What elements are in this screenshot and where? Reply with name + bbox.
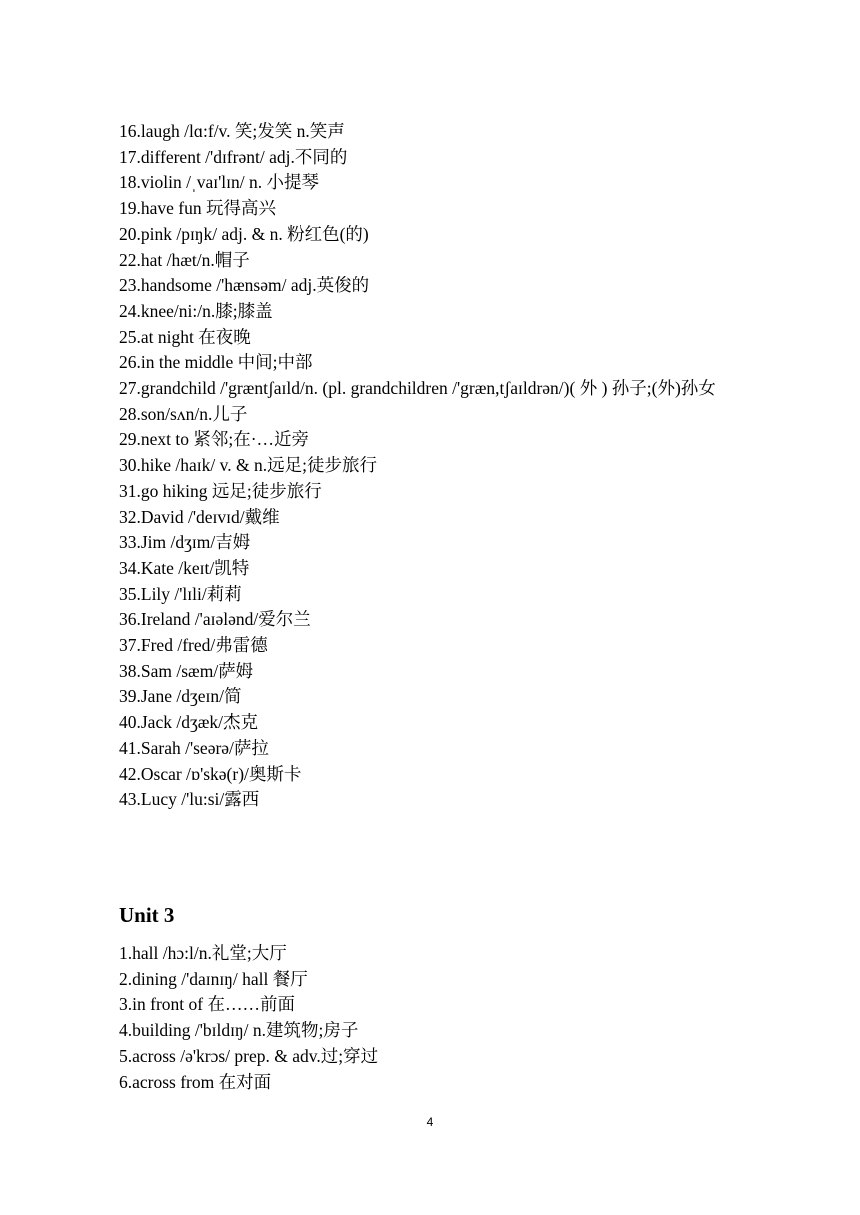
vocab-entry: 2.dining /'daɪnɪŋ/ hall 餐厅 xyxy=(119,968,308,989)
vocab-entry: 32.David /'deɪvɪd/戴维 xyxy=(119,506,280,527)
vocabulary-list-unit-3 xyxy=(119,941,734,1095)
unit-heading: Unit 3 xyxy=(119,903,175,927)
vocab-entry: 18.violin /ˌvaɪ'lɪn/ n. 小提琴 xyxy=(119,172,320,193)
vocab-entry: 22.hat /hæt/n.帽子 xyxy=(119,249,250,270)
vocab-entry: 16.laugh /lɑ:f/v. 笑;发笑 n.笑声 xyxy=(119,121,345,141)
vocab-entry: 31.go hiking 远足;徒步旅行 xyxy=(119,480,322,501)
vocab-entry: 35.Lily /'lɪli/莉莉 xyxy=(119,583,242,604)
vocab-entry: 5.across /ə'krɔs/ prep. & adv.过;穿过 xyxy=(119,1045,379,1066)
vocabulary-list-continued xyxy=(119,119,734,813)
page-number: 4 xyxy=(426,1115,434,1129)
vocab-entry: 3.in front of 在……前面 xyxy=(119,994,295,1015)
vocab-entry: 27.grandchild /'græntʃaɪld/n. (pl. grandchildren /'græn,tʃaɪldrən/)( 外 ) 孙子;(外)孙女 xyxy=(119,378,716,399)
vocab-entry: 37.Fred /fred/弗雷德 xyxy=(119,635,268,656)
vocab-entry: 33.Jim /dʒɪm/吉姆 xyxy=(119,532,251,553)
vocab-entry: 43.Lucy /'lu:si/露西 xyxy=(119,789,260,810)
vocab-entry: 34.Kate /keɪt/凯特 xyxy=(119,557,250,578)
vocab-entry: 23.handsome /'hænsəm/ adj.英俊的 xyxy=(119,275,370,296)
vocab-entry: 30.hike /haɪk/ v. & n.远足;徒步旅行 xyxy=(119,455,377,476)
vocab-entry: 20.pink /pɪŋk/ adj. & n. 粉红色(的) xyxy=(119,223,369,244)
vocab-entry: 41.Sarah /'seərə/萨拉 xyxy=(119,737,269,758)
vocab-entry: 4.building /'bɪldɪŋ/ n.建筑物;房子 xyxy=(119,1020,359,1041)
vocab-entry: 26.in the middle 中间;中部 xyxy=(119,352,313,373)
vocab-entry: 42.Oscar /ɒ'skə(r)/奥斯卡 xyxy=(119,763,302,784)
vocab-entry: 6.across from 在对面 xyxy=(119,1071,272,1092)
vocab-entry: 39.Jane /dʒeɪn/简 xyxy=(119,686,242,707)
vocab-entry: 40.Jack /dʒæk/杰克 xyxy=(119,712,259,733)
vocab-entry: 25.at night 在夜晚 xyxy=(119,326,251,347)
vocab-entry: 1.hall /hɔ:l/n.礼堂;大厅 xyxy=(119,943,287,963)
vocab-entry: 28.son/sʌn/n.儿子 xyxy=(119,403,248,424)
vocab-entry: 24.knee/ni:/n.膝;膝盖 xyxy=(119,300,273,321)
vocab-entry: 38.Sam /sæm/萨姆 xyxy=(119,660,254,681)
vocab-entry: 36.Ireland /'aɪələnd/爱尔兰 xyxy=(119,609,311,630)
vocab-entry: 29.next to 紧邻;在·…近旁 xyxy=(119,429,310,450)
vocab-entry: 17.different /'dɪfrənt/ adj.不同的 xyxy=(119,146,348,167)
vocab-entry: 19.have fun 玩得高兴 xyxy=(119,198,276,219)
